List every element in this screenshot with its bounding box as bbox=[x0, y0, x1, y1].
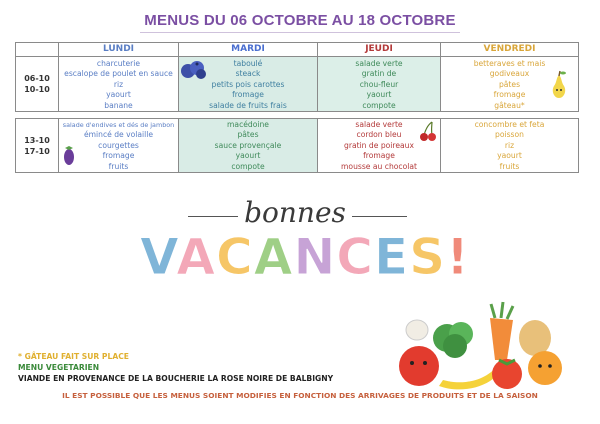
dish: gratin de bbox=[361, 69, 397, 79]
dish: fromage bbox=[493, 90, 526, 100]
vegetable-fruit-group-icon bbox=[395, 300, 570, 392]
dish: salade verte bbox=[355, 120, 403, 129]
dish: compote bbox=[231, 161, 265, 171]
note-viande: VIANDE EN PROVENANCE DE LA BOUCHERIE LA ROSE NOIRE DE BALBIGNY bbox=[18, 374, 334, 383]
vacances-letter: ! bbox=[446, 228, 470, 286]
dish: salade verte bbox=[355, 59, 403, 68]
header-mardi: MARDI bbox=[179, 43, 318, 57]
dish: steack bbox=[235, 69, 261, 79]
menu-table-week-2 bbox=[15, 118, 579, 173]
dish: macédoine bbox=[227, 120, 269, 129]
note-gateau: * GÂTEAU FAIT SUR PLACE bbox=[18, 352, 129, 361]
date-start: 13-10 bbox=[24, 135, 50, 145]
vacances-letter: C bbox=[336, 228, 374, 286]
dish: banane bbox=[104, 100, 133, 110]
vacances-letter: C bbox=[216, 228, 254, 286]
dish: escalope de poulet en sauce bbox=[64, 69, 173, 79]
dish: émincé de volaille bbox=[83, 130, 154, 140]
vacances-letter: N bbox=[293, 228, 337, 286]
week-dates bbox=[16, 57, 59, 112]
dish: yaourt bbox=[366, 90, 392, 100]
dish: fruits bbox=[499, 161, 520, 171]
dish: fruits bbox=[108, 161, 129, 171]
dish: charcuterie bbox=[96, 59, 141, 68]
vacances-letter: A bbox=[253, 228, 294, 286]
title-underline bbox=[140, 32, 460, 33]
dish: mousse au chocolat bbox=[341, 161, 417, 171]
mardi-dishes bbox=[179, 119, 318, 173]
dish: pâtes bbox=[498, 79, 521, 89]
vacances-letter: A bbox=[176, 228, 217, 286]
dish: chou-fleur bbox=[359, 79, 399, 89]
dish: betteraves et mais bbox=[473, 59, 546, 68]
dish: poisson bbox=[495, 130, 524, 140]
cherries-icon bbox=[418, 120, 438, 142]
dish: sauce provençale bbox=[214, 140, 282, 150]
dish: concombre et feta bbox=[474, 120, 545, 129]
dish: salade de fruits frais bbox=[209, 100, 287, 110]
dish: salade d'endives et dés de jambon bbox=[62, 121, 175, 129]
pear-icon bbox=[548, 70, 570, 100]
dish: fromage bbox=[102, 151, 135, 161]
blueberries-icon bbox=[180, 58, 208, 80]
eggplant-icon bbox=[62, 142, 76, 166]
bonnes-right-swash bbox=[352, 216, 407, 217]
bonnes-text: bonnes bbox=[244, 196, 346, 229]
dish: compote bbox=[362, 100, 396, 110]
disclaimer: IL EST POSSIBLE QUE LES MENUS SOIENT MODIFIES EN FONCTION DES ARRIVAGES DE PRODUITS ET DE LA SAISON bbox=[62, 391, 538, 400]
note-vegetarien: MENU VEGETARIEN bbox=[18, 363, 100, 372]
dish: riz bbox=[113, 79, 124, 89]
dish: cordon bleu bbox=[356, 130, 402, 140]
date-end: 17-10 bbox=[24, 146, 50, 156]
dish: godiveaux bbox=[489, 69, 530, 79]
dish: gâteau* bbox=[494, 100, 525, 110]
dish: riz bbox=[504, 140, 515, 150]
header-jeudi: JEUDI bbox=[318, 43, 441, 57]
dish: gratin de poireaux bbox=[344, 140, 414, 150]
header-vendredi: VENDREDI bbox=[441, 43, 579, 57]
vacances-letter: S bbox=[409, 228, 447, 286]
dish: pâtes bbox=[237, 130, 259, 140]
lundi-dishes bbox=[59, 57, 179, 112]
dish: taboulé bbox=[233, 59, 263, 68]
dish: yaourt bbox=[235, 151, 261, 161]
week-dates bbox=[16, 119, 59, 173]
lundi-dishes bbox=[59, 119, 179, 173]
vendredi-dishes bbox=[441, 119, 579, 173]
dish: fromage bbox=[232, 90, 264, 100]
date-end: 10-10 bbox=[24, 85, 50, 95]
dish: petits pois carottes bbox=[211, 79, 285, 89]
dish: yaourt bbox=[497, 151, 522, 161]
page-title: MENUS DU 06 OCTOBRE AU 18 OCTOBRE bbox=[144, 12, 456, 29]
menu-table-week-1 bbox=[15, 42, 579, 112]
vacances-letter: E bbox=[374, 228, 410, 286]
vacances-letter: V bbox=[140, 228, 177, 286]
jeudi-dishes bbox=[318, 57, 441, 112]
dish: fromage bbox=[363, 151, 395, 161]
header-lundi: LUNDI bbox=[59, 43, 179, 57]
vacances-text bbox=[0, 228, 600, 286]
corner-cell bbox=[16, 43, 59, 57]
date-start: 06-10 bbox=[24, 74, 50, 84]
dish: courgettes bbox=[98, 140, 139, 150]
dish: yaourt bbox=[106, 90, 131, 100]
